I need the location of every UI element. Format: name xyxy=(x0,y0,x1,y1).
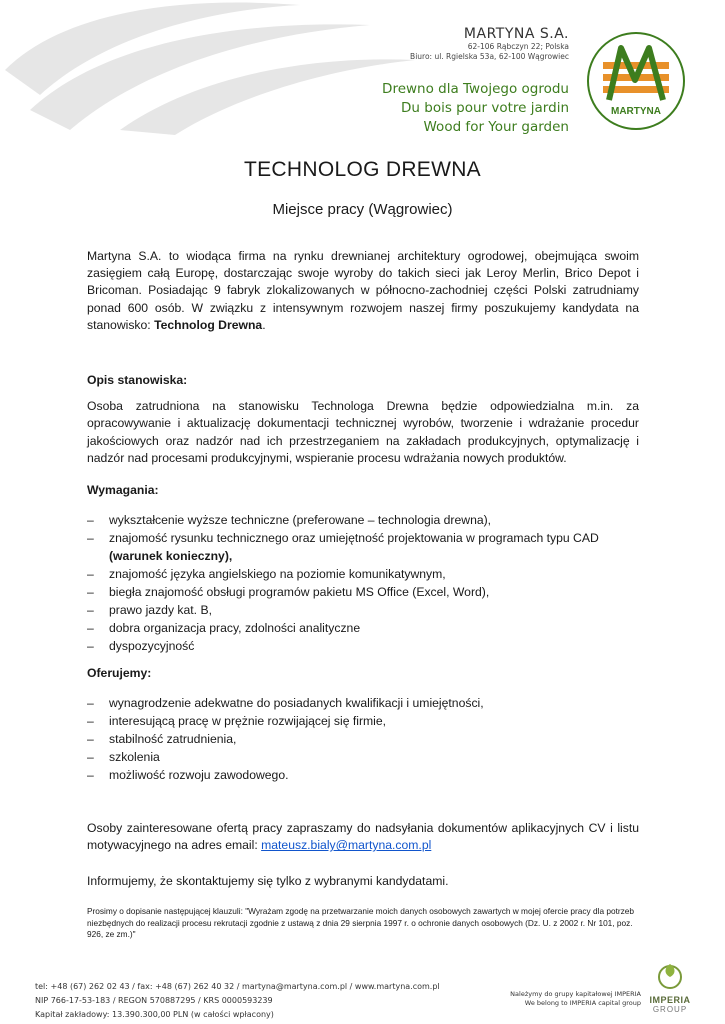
footer-contact xyxy=(35,980,440,1022)
intro-position: Technolog Drewna xyxy=(154,317,263,332)
list-item: – dyspozycyjność xyxy=(87,637,639,655)
list-item: – stabilność zatrudnienia, xyxy=(87,730,639,748)
list-item: – wynagrodzenie adekwatne do posiadanych kwalifikacji i umiejętności, xyxy=(87,694,639,712)
imperia-leaf-icon xyxy=(655,960,685,990)
email-link[interactable]: mateusz.bialy@martyna.com.pl xyxy=(261,838,432,853)
requirements-section xyxy=(87,482,639,655)
footer-line-3: Kapitał zakładowy: 13.390.300,00 PLN (w całości wpłacony) xyxy=(35,1010,274,1019)
logo-text: MARTYNA xyxy=(611,106,661,117)
list-item: – znajomość rysunku technicznego oraz umiejętność projektowania w programach typu CAD (warunek konieczny), xyxy=(87,529,639,565)
intro-paragraph xyxy=(87,248,639,334)
imperia-logo xyxy=(645,960,695,1020)
apply-paragraph xyxy=(87,820,639,854)
company-name: MARTYNA S.A. xyxy=(463,26,569,42)
company-info xyxy=(410,26,569,62)
description-section xyxy=(87,372,639,467)
notice-text: Informujemy, że skontaktujemy się tylko z wybranymi kandydatami. xyxy=(87,874,449,888)
intro-end: . xyxy=(262,317,266,332)
list-item: – prawo jazdy kat. B, xyxy=(87,601,639,619)
list-item: – wykształcenie wyższe techniczne (preferowane – technologia drewna), xyxy=(87,511,639,529)
description-text: Osoba zatrudniona na stanowisku Technologa Drewna będzie odpowiedzialna m.in. za opracowywanie i aktualizację dokumentacji technicznej wyrobów, tworzenie i wdrażanie procedur jakościowych oraz nadzór nad ich przestrzeganiem na zakładach produkcyjnych, optymalizację i nadzór nad procesami produkcyjnymi, wspieranie procesu wdrażania nowych produktów. xyxy=(87,399,639,465)
imperia-name: IMPERIA xyxy=(649,995,691,1005)
list-item: – interesującą pracę w prężnie rozwijającej się firmie, xyxy=(87,712,639,730)
address-line-1: 62-106 Rąbczyn 22; Polska xyxy=(467,42,569,51)
header-swoosh-graphic xyxy=(0,0,420,135)
list-item: – szkolenia xyxy=(87,748,639,766)
slogan-en: Wood for Your garden xyxy=(423,119,569,135)
list-item: – znajomość języka angielskiego na poziomie komunikatywnym, xyxy=(87,565,639,583)
offer-heading: Oferujemy: xyxy=(87,666,152,680)
list-item: – możliwość rozwoju zawodowego. xyxy=(87,766,639,784)
privacy-clause: Prosimy o dopisanie następującej klauzuli: "Wyrażam zgodę na przetwarzanie moich danych osobowych zawartych w mojej ofercie pracy dla potrzeb niezbędnych do realizacji procesu rekrutacji zgodnie z ustawą z dnia 29 sierpnia 1997 r. o ochronie danych osobowych (Dz. U. z 2002 r. Nr 101, poz. 926, ze zm.)" xyxy=(87,906,635,939)
apply-text: Osoby zainteresowane ofertą pracy zapraszamy do nadsyłania dokumentów aplikacyjnych CV i listu motywacyjnego na adres email: xyxy=(87,821,639,853)
imperia-note-pl: Należymy do grupy kapitałowej IMPERIA xyxy=(510,990,641,998)
martyna-logo xyxy=(585,30,687,132)
requirements-list xyxy=(87,511,639,655)
imperia-note-en: We belong to IMPERIA capital group xyxy=(524,999,641,1007)
page-title: TECHNOLOG DREWNA xyxy=(244,158,481,181)
slogan-pl: Drewno dla Twojego ogrodu xyxy=(382,81,569,97)
offer-section xyxy=(87,665,639,784)
slogans xyxy=(382,80,569,137)
requirements-heading: Wymagania: xyxy=(87,483,159,497)
imperia-note xyxy=(510,990,641,1008)
description-heading: Opis stanowiska: xyxy=(87,373,188,387)
list-item: – biegła znajomość obsługi programów pakietu MS Office (Excel, Word), xyxy=(87,583,639,601)
intro-text: Martyna S.A. to wiodąca firma na rynku drewnianej architektury ogrodowej, obejmująca swoim zasięgiem całą Europę, dostarczając swoje wyroby do takich sieci jak Leroy Merlin, Brico Depot i Bricoman. Posiadając 9 fabryk zlokalizowanych w północno-zachodniej części Polski zatrudniamy ponad 600 osób. W związku z intensywnym rozwojem naszej firmy poszukujemy kandydata na stanowisko: xyxy=(87,249,639,332)
page-subtitle: Miejsce pracy (Wągrowiec) xyxy=(272,201,453,218)
address-line-2: Biuro: ul. Rgielska 53a, 62-100 Wągrowiec xyxy=(410,52,569,61)
offer-list xyxy=(87,694,639,784)
imperia-group: GROUP xyxy=(652,1005,688,1014)
footer-line-2: NIP 766-17-53-183 / REGON 570887295 / KRS 0000593239 xyxy=(35,996,273,1005)
list-item: – dobra organizacja pracy, zdolności analityczne xyxy=(87,619,639,637)
footer-line-1: tel: +48 (67) 262 02 43 / fax: +48 (67) 262 40 32 / martyna@martyna.com.pl / www.martyna.com.pl xyxy=(35,982,440,991)
slogan-fr: Du bois pour votre jardin xyxy=(401,100,569,116)
